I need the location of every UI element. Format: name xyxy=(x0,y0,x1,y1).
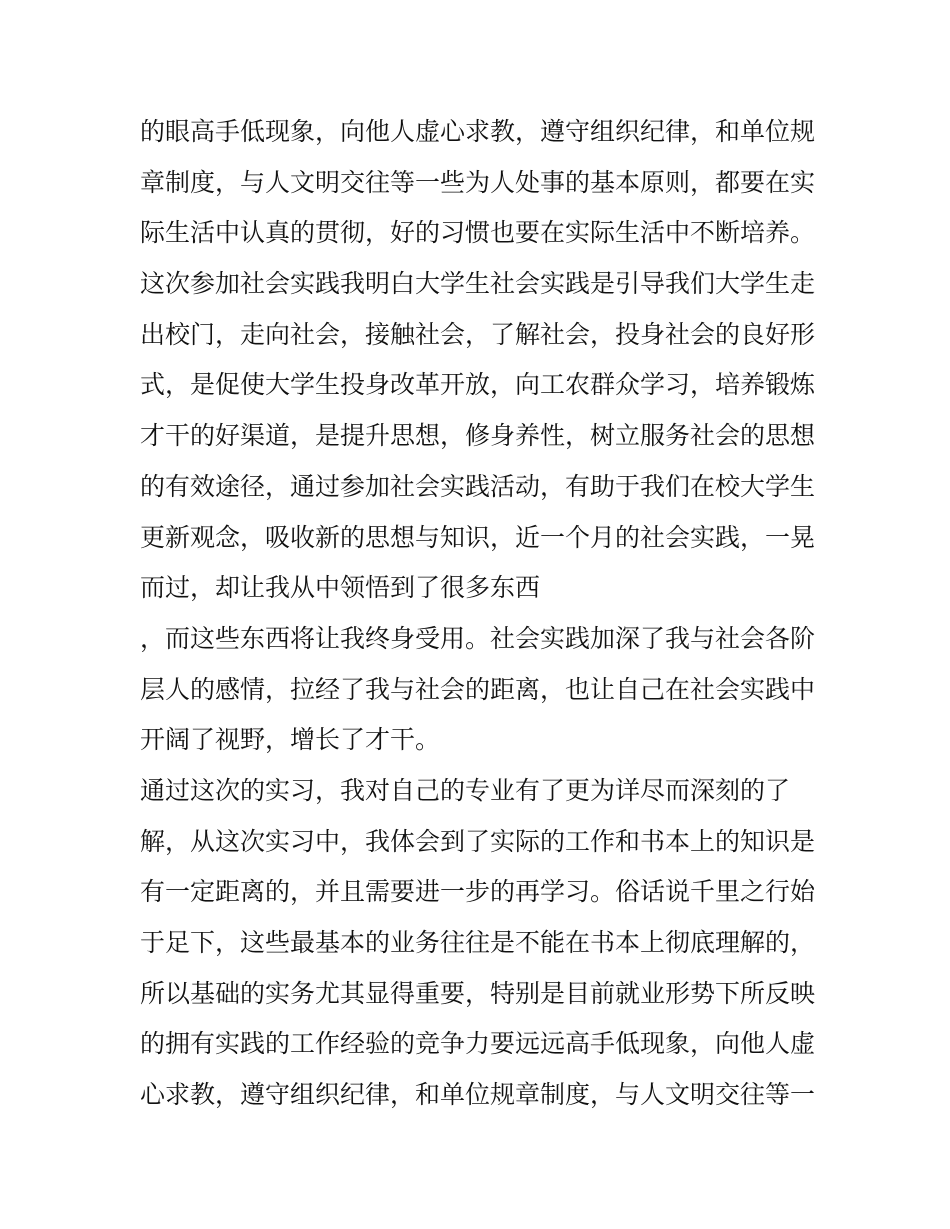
body-text xyxy=(140,107,820,1121)
text-line: 的有效途径，通过参加社会实践活动，有助于我们在校大学生 xyxy=(140,471,816,501)
text-line: 解，从这次实习中，我体会到了实际的工作和书本上的知识是 xyxy=(140,826,816,856)
text-line: 的拥有实践的工作经验的竞争力要远远高手低现象，向他人虚 xyxy=(140,1029,816,1059)
text-line: 式，是促使大学生投身改革开放，向工农群众学习，培养锻炼 xyxy=(140,370,816,400)
text-line: 层人的感情，拉经了我与社会的距离，也让自己在社会实践中 xyxy=(140,674,816,704)
text-line: 际生活中认真的贯彻，好的习惯也要在实际生活中不断培养。 xyxy=(140,218,816,248)
text-line: 出校门，走向社会，接触社会，了解社会，投身社会的良好形 xyxy=(140,319,816,349)
text-line: 章制度，与人文明交往等一些为人处事的基本原则，都要在实 xyxy=(140,167,816,197)
text-line: 的眼高手低现象，向他人虚心求教，遵守组织纪律，和单位规 xyxy=(140,117,816,146)
text-line: 更新观念，吸收新的思想与知识，近一个月的社会实践，一晃 xyxy=(140,522,816,552)
text-line: 这次参加社会实践我明白大学生社会实践是引导我们大学生走 xyxy=(140,269,816,299)
text-line: 心求教，遵守组织纪律，和单位规章制度，与人文明交往等一 xyxy=(140,1080,816,1110)
text-line: 通过这次的实习，我对自己的专业有了更为详尽而深刻的了 xyxy=(140,775,791,805)
text-line: 所以基础的实务尤其显得重要，特别是目前就业形势下所反映 xyxy=(140,978,816,1008)
text-line: 于足下，这些最基本的业务往往是不能在书本上彻底理解的， xyxy=(140,928,816,957)
text-line: 开阔了视野，增长了才干。 xyxy=(140,725,441,755)
text-line: ，而这些东西将让我终身受用。社会实践加深了我与社会各阶 xyxy=(140,623,816,653)
text-line: 才干的好渠道，是提升思想，修身养性，树立服务社会的思想 xyxy=(140,421,816,451)
text-line: 有一定距离的，并且需要进一步的再学习。俗话说千里之行始 xyxy=(140,877,816,907)
text-line: 而过，却让我从中领悟到了很多东西 xyxy=(140,573,541,603)
